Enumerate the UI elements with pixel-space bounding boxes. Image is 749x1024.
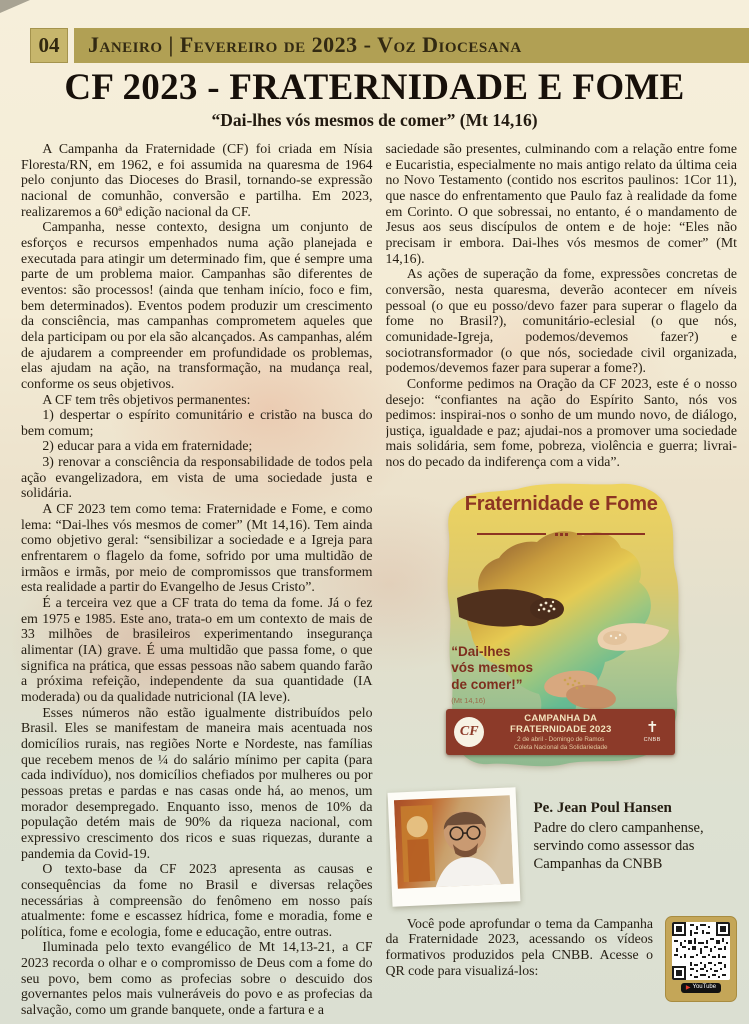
body-paragraph: Conforme pedimos na Oração da CF 2023, este é o nosso desejo: “confiantes na ação do Espírito Santo, nós vos pedimos: inspirai-nos o sonho de um mundo novo, de diálogo, justiça, igualdade e paz; ajudai-nos a promover uma sociedade mais solidária, sem fome, pobreza, violência e guerra; livrai-nos do pecado da indiferença com a vida”.: [385, 375, 737, 470]
article-body: [21, 141, 737, 1024]
page-corner-shadow: [0, 0, 30, 13]
body-paragraph: Campanha, nesse contexto, designa um conjunto de esforços e recursos empenhados numa ação planejada e executada para atingir um determinado fim, que é sempre uma parte de um problema maior. Campanhas são diferentes de eventos: são processos! (ainda que tenham início, foco e fim, bem determinados). Eventos podem produzir um crescimento da consciência, mas campanhas comprometem aqueles que dela participam ou por ela são alcançados. As campanhas, além de ajudarem a compreender em profundidade os problemas, elas ajudam na ação, na transformação, na mudança real, conforme os seus objetivos.: [21, 219, 373, 391]
body-paragraph: As ações de superação da fome, expressões concretas de conversão, nesta quaresma, deverão acontecer em níveis pessoal (o que eu posso/devo fazer para superar o flagelo da fome no Brasil?), comunitário-eclesial (o que nós, comunidade-Igreja, podemos/devemos fazer?) e sociotransformador (o que nós, sociedade civil organizada, podemos/devemos fazer para superar a fome?).: [385, 266, 737, 376]
article-title: CF 2023 - FRATERNIDADE E FOME: [64, 67, 685, 108]
body-paragraph: Iluminada pelo texto evangélico de Mt 14,13-21, a CF 2023 recorda o olhar e o compromisso de Deus com a fome do seu povo, bem como as profecias sobre o descuido dos governantes pelos mais vulneráveis do povo e as profecias da salvação, como um grande banquete, onde a fartura e a: [21, 939, 373, 1018]
poster-banner-line: 2 de abril - Domingo de Ramos: [517, 735, 605, 743]
body-paragraph: Esses números não estão igualmente distribuídos pelo Brasil. Eles se manifestam de maneira mais acentuada nos domicílios rurais, nas regiões Norte e Nordeste, nas famílias que recebem menos de ¼ do salário mínimo per capita (para cada indivíduo), nos domicílios chefiados por mulheres ou por pessoas pretas e pardas e nas casas onde há, ao menos, um morador desempregado. Enquanto isso, menos de 10% da população detém mais de 90% da riqueza nacional, com expressivo crescimento dos ricos e suas riquezas, durante a pandemia da Covid-19.: [21, 704, 373, 861]
body-paragraph: A CF 2023 tem como tema: Fraternidade e Fome, e como lema: “Dai-lhes vós mesmos de comer” (Mt 14,16). Tem ainda como objetivo geral: “sensibilizar a sociedade e a Igreja para enfrentarem o flagelo da fome, sofrido por uma multidão de irmãos e irmãs, por meio de compromissos que transformem esta realidade a partir do Evangelho de Jesus Cristo”.: [21, 501, 373, 595]
priest-caption: [534, 790, 738, 874]
cnbb-logo: [637, 721, 667, 743]
body-paragraph: 1) despertar o espírito comunitário e cristão na busca do bem comum;: [21, 407, 373, 438]
play-icon: ▶: [685, 984, 691, 991]
youtube-label: YouTube: [692, 983, 717, 990]
poster-quote: [451, 644, 533, 706]
priest-section: [390, 790, 738, 904]
body-paragraph: O texto-base da CF 2023 apresenta as causas e consequências da fome no Brasil e diversas relações necessárias à compreensão do fenômeno em nosso país atualmente: fome e escassez hídrica, fome e moradia, fome e política, fome e ecologia, fome e educação, entre outras.: [21, 861, 373, 939]
body-paragraph: A CF tem três objetivos permanentes:: [42, 391, 251, 407]
body-paragraph: saciedade são presentes, culminando com a relação entre fome e Eucaristia, especialmente no mais antigo relato da última ceia no Novo Testamento (contido nos escritos paulinos: 1Cor 11), que nasce do enfrentamento que Paulo faz à realidade da fome em Corinto. O que sobressai, no entanto, é o mandamento de Jesus aos seus discípulos de ontem e de hoje: “Eles não precisam ir embora. Dai-lhes vós mesmos de comer” (Mt 14,16).: [385, 141, 737, 266]
left-column: [21, 141, 373, 1024]
cf-poster: [441, 478, 681, 770]
qr-section: [386, 916, 738, 1002]
poster-title: Fraternidade e Fome: [464, 492, 658, 515]
qr-instruction-text: Você pode aprofundar o tema da Campanha da Fraternidade 2023, acessando os vídeos formativos produzidos pela CNBB. Acesse o QR code para visualizá-los:: [385, 915, 653, 978]
priest-name: Pe. Jean Poul Hansen: [533, 799, 672, 816]
poster-quote-line: “Dai-lhes: [451, 643, 511, 659]
youtube-badge: [681, 983, 721, 993]
article-subtitle: “Dai-lhes vós mesmos de comer” (Mt 14,16): [211, 110, 538, 130]
priest-description: Padre do clero campanhense, servindo como assessor das Campanhas da CNBB: [533, 819, 704, 873]
poster-quote-reference: (Mt 14,16): [451, 696, 486, 706]
right-column: [386, 141, 738, 1024]
cf-campaign-logo: CF: [454, 717, 484, 747]
qr-code: [672, 922, 730, 980]
poster-divider: [477, 525, 645, 543]
cross-icon: ✝: [645, 719, 659, 736]
body-paragraph: 2) educar para a vida em fraternidade;: [42, 438, 253, 454]
poster-banner-line: Coleta Nacional da Solidariedade: [514, 743, 608, 751]
priest-portrait: [393, 793, 513, 890]
qr-card: [665, 916, 737, 1002]
issue-title-bar: Janeiro | Fevereiro de 2023 - Voz Diocesana: [74, 28, 749, 63]
page-header: [30, 28, 749, 63]
poster-banner-title: CAMPANHA DA FRATERNIDADE 2023: [510, 712, 612, 735]
body-paragraph: É a terceira vez que a CF trata do tema da fome. Já o fez em 1975 e 1985. Este ano, trata-o em um contexto de mais de 33 milhões de brasileiros experimentando insegurança alimentar (IA) grave. É uma multidão que passa fome, o que significa na prática, que essas pessoas não sabem quando farão a próxima refeição, independente da sua quantidade (IA moderada) ou da qualidade nutricional (IA leve).: [21, 595, 373, 704]
poster-banner-text: [492, 713, 629, 751]
poster-quote-line: de comer!”: [451, 676, 523, 692]
priest-photo: [387, 787, 520, 906]
poster-banner: [446, 709, 675, 755]
page-number: 04: [30, 28, 68, 63]
body-paragraph: 3) renovar a consciência da responsabilidade de todos pela ação evangelizadora, em vista de uma sociedade justa e solidária.: [21, 454, 373, 501]
cnbb-label: CNBB: [643, 736, 661, 743]
poster-quote-line: vós mesmos: [451, 660, 534, 676]
body-paragraph: A Campanha da Fraternidade (CF) foi criada em Nísia Floresta/RN, em 1962, e foi assumida na quaresma de 1964 pelo conjunto das Dioceses do Brasil, tornando-se expressão nacional de comunhão, conversão e partilha. Em 2023, realizaremos a 60ª edição nacional da CF.: [21, 141, 373, 219]
